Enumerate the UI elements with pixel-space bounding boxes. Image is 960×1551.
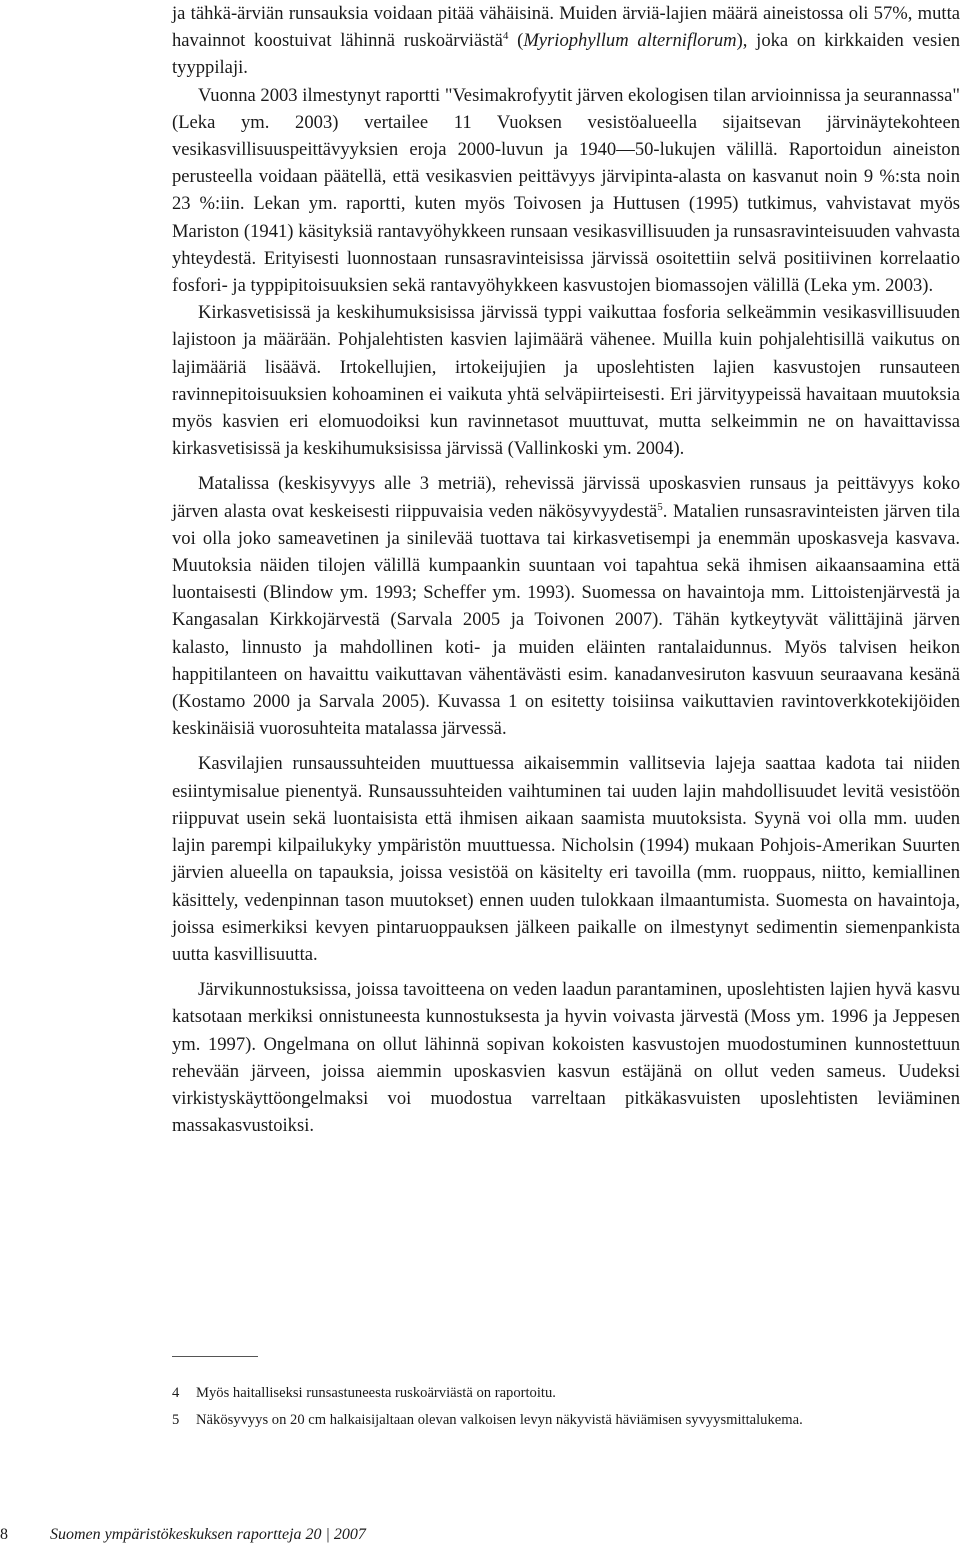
text-run: ), joka on kirkkaiden vesien tyyppilaji. xyxy=(172,30,960,79)
publication-title: Suomen ympäristökeskuksen raportteja 20 | 2007 xyxy=(50,1526,366,1543)
page-number: 8 xyxy=(0,1526,8,1543)
paragraph-6 xyxy=(172,976,960,1139)
text-run: ( xyxy=(508,30,524,52)
text-run: Myriophyllum alterniflorum xyxy=(523,30,737,52)
paragraph-4 xyxy=(172,470,960,742)
text-run: Kirkasvetisissä ja keskihumuksisissa järvissä typpi vaikuttaa fosforia selkeämmin vesikasvillisuuden lajistoon ja määrään. Pohjalehtisten kasvien lajimäärä vähenee. Muilla kuin pohjalehtisillä vaikutus on lajimääriä lisäävä. Irtokellujien, irtokeijujien ja uposlehtisten lajien kasvustojen runsauteen ravinnepitoisuuksien kohoaminen ei vaikuta yhtä selväpiirteisesti. Eri järvityypeissä havaitaan muutoksia myös kasvien eri elomuodoiksi kun ravinnetasot muuttuvat, mutta selkeimmin ne on havaittavissa kirkasvetisissä ja keskihumuksisissa järvissä (Vallinkoski ym. 2004). xyxy=(172,302,960,460)
footnote-text: Myös haitalliseksi runsastuneesta ruskoärviästä on raportoitu. xyxy=(196,1385,556,1401)
text-run: Kasvilajien runsaussuhteiden muuttuessa aikaisemmin vallitsevia lajeja saattaa kadota tai niiden esiintymisalue pienentyä. Runsaussuhteiden vaihtuminen tai uuden lajin mahdollisuudet levitä vesistöön riippuvat usein sekä luontaisista että ihmisen aikaan saamista muutoksista. Syynä voi olla mm. uuden lajin parempi kilpailukyky ympäristön muuttuessa. Nicholsin (1994) mukaan Pohjois-Amerikan Suurten järvien alueella on tapauksia, joissa vesistöä on käsitelty eri tavoilla (mm. ruoppaus, niitto, kemiallinen käsittely, vedenpinnan tason muutokset) ennen uuden tulokkaan ilmaantumista. Suomesta on havaintoja, joissa esimerkiksi kevyen pintaruoppauksen jälkeen paikalle on ilmestynyt sedimentin siemenpankista uutta kasvillisuutta. xyxy=(172,753,960,965)
text-run: Vuonna 2003 ilmestynyt raportti "Vesimakrofyytit järven ekologisen tilan arvioinnissa ja seurannassa" (Leka ym. 2003) vertailee 11 Vuoksen vesistöalueella sijaitsevan järvinäytekohteen vesikasvillisuuspeittävyyksien eroja 2000-luvun ja 1940—50-lukujen välillä. Raportoidun aineiston perusteella voidaan päätellä, että vesikasvien peittävyys järvipinta-alasta on kasvanut noin 9 %:sta noin 23 %:iin. Lekan ym. raportti, kuten myös Toivosen ja Huttusen (1995) tutkimus, vahvistavat myös Mariston (1941) käsityksiä rantavyöhykkeen runsaan vesikasvillisuuden ja runsasravinteisuuden vahvasta yhteydestä. Erityisesti luonnostaan runsasravinteisissa järvissä osoitettiin selvä positiivinen korrelaatio fosfori- ja typpipitoisuuksien sekä rantavyöhykkeen kasvustojen biomassojen välillä (Leka ym. 2003). xyxy=(172,84,960,297)
footnote-divider xyxy=(172,1356,258,1357)
footnote-4 xyxy=(172,1383,872,1403)
footnote-ref: 5 xyxy=(657,500,663,513)
footnote-5 xyxy=(172,1410,872,1430)
text-run: ja tähkä-ärviän runsauksia voidaan pitää vähäisinä. Muiden ärviä-lajien määrä aineistossa oli 57%, mutta havainnot koostuivat lähinnä ruskoärviästä xyxy=(172,3,960,52)
footnote-number: 4 xyxy=(172,1385,180,1401)
paragraph-2 xyxy=(172,82,960,300)
text-run: . Matalien runsasravinteisten järven tila voi olla joko sameavetinen ja sinilevää tuottava tai kirkasvetisempi ja enemmän uposkasveja kasvava. Muutoksia näiden tilojen välillä kumpaankin suuntaan voi tapahtua sekä ihmisen aikaansaamina että luontaisesti (Blindow ym. 1993; Scheffer ym. 1993). Suomessa on havaintoja mm. Littoistenjärvestä ja Kangasalan Kirkkojärvestä (Sarvala 2005 ja Toivonen 2007). Tähän kytkeytyvät välittäjinä järven kalasto, linnusto ja mahdollinen koti- ja muiden eläinten rantalaidunnus. Myös talvisen heikon happitilanteen on havaittu vaikuttavan vähentävästi esim. kanadanvesiruton kasvuun seuraavana kesänä (Kostamo 2000 ja Sarvala 2005). Kuvassa 1 on esitetty toisiinsa vaikuttavien ravintoverkkotekijöiden keskinäisiä vuorosuhteita matalassa järvessä. xyxy=(172,500,960,740)
body-text xyxy=(172,0,960,1139)
footnote-text: Näkösyvyys on 20 cm halkaisijaltaan olevan valkoisen levyn näkyvistä häviämisen syvyysmittalukema. xyxy=(196,1412,803,1428)
footnote-ref: 4 xyxy=(502,30,509,43)
paragraph-1 xyxy=(172,0,960,82)
paragraph-5 xyxy=(172,750,960,968)
text-run: Matalissa (keskisyvyys alle 3 metriä), rehevissä järvissä uposkasvien runsaus ja peittävyys koko järven alasta ovat keskeisesti riippuvaisia veden näkösyvyydestä xyxy=(172,473,960,522)
paragraph-3 xyxy=(172,299,960,462)
footnote-number: 5 xyxy=(172,1412,180,1428)
text-run: Järvikunnostuksissa, joissa tavoitteena on veden laadun parantaminen, uposlehtisten lajien hyvä kasvu katsotaan merkiksi onnistuneesta kunnostuksesta ja hyvin voivasta järvestä (Moss ym. 1996 ja Jeppesen ym. 1997). Ongelmana on ollut lähinnä sopivan kokoisten kasvustojen muodostuminen kunnostettuun rehevään järveen, joissa aiemmin uposkasvien kasvun estäjänä on ollut veden sameus. Uudeksi virkistyskäyttöongelmaksi voi muodostua varreltaan pitkäkasvuisten uposlehtisten leviäminen massakasvustoiksi. xyxy=(172,979,960,1137)
